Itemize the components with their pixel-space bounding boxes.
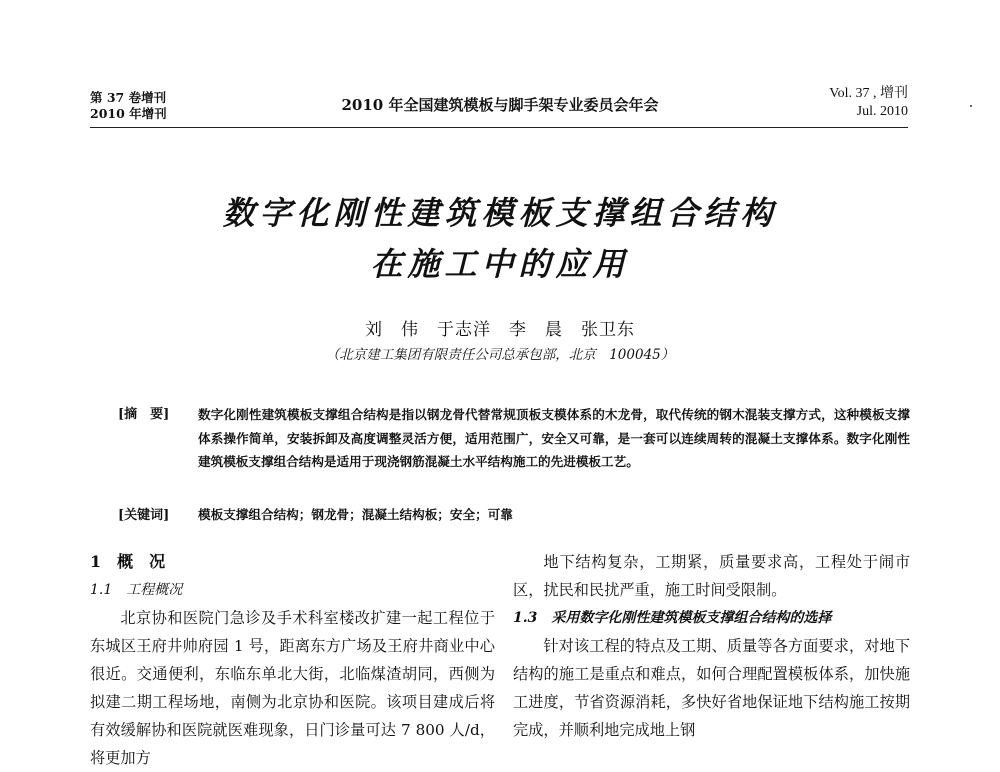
keywords-text: 模板支撑组合结构；钢龙骨；混凝土结构板；安全；可靠 <box>198 507 513 522</box>
subsection-heading: 1.3 采用数字化刚性建筑模板支撑组合结构的选择 <box>513 610 832 626</box>
page-edge-mark <box>970 105 972 107</box>
affiliation: （北京建工集团有限责任公司总承包部，北京 100045） <box>325 347 675 363</box>
paper-title-line1: 数字化刚性建筑模板支撑组合结构 <box>222 194 778 232</box>
journal-date: Jul. 2010 <box>856 104 908 119</box>
section-heading: 1 概 况 <box>90 552 166 571</box>
left-column <box>90 548 495 772</box>
subsection-heading: 1.1 工程概况 <box>90 582 183 598</box>
conference-title: 2010 年全国建筑模板与脚手架专业委员会年会 <box>341 96 659 114</box>
body-paragraph: 北京协和医院门急诊及手术科室楼改扩建一起工程位于东城区王府井帅府园 1 号，距离东方广场及王府井商业中心很近。交通便利，东临东单北大街，北临煤渣胡同，西侧为拟建二期工程场地，南侧为北京协和医院。该项目建成后将有效缓解协和医院就医难现象，日门诊量可达 7 800 人/d，将更加方 <box>90 609 495 767</box>
authors: 刘 伟 于志洋 李 晨 张卫东 <box>365 320 635 340</box>
keywords-label: [关键词] <box>118 508 170 523</box>
body-paragraph: 针对该工程的特点及工期、质量等各方面要求，对地下结构的施工是重点和难点，如何合理配置模板体系，加快施工进度，节省资源消耗，多快好省地保证地下结构施工按期完成，并顺利地完成地上钢 <box>513 637 910 739</box>
abstract-label: [摘 要] <box>118 407 170 422</box>
body-paragraph-continued: 地下结构复杂，工期紧，质量要求高，工程处于闹市区，扰民和民扰严重，施工时间受限制。 <box>513 553 910 599</box>
header-divider <box>90 127 908 128</box>
paper-title-line2: 在施工中的应用 <box>370 245 630 283</box>
journal-volume-en <box>829 85 908 121</box>
journal-volume-line1: 第 37 卷增刊 <box>90 90 167 105</box>
journal-volume-en-line1: Vol. 37 , 增刊 <box>829 86 908 101</box>
right-column <box>513 548 910 744</box>
journal-volume-line2: 2010 年增刊 <box>90 106 167 121</box>
abstract-text: 数字化刚性建筑模板支撑组合结构是指以钢龙骨代替常规顶板支模体系的木龙骨，取代传统的钢木混装支撑方式，这种模板支撑体系操作简单，安装拆卸及高度调整灵活方便，适用范围广，安全又可靠，是一套可以连续周转的混凝土支撑体系。数字化刚性建筑模板支撑组合结构是适用于现浇钢筋混凝土水平结构施工的先进模板工艺。 <box>198 407 910 469</box>
